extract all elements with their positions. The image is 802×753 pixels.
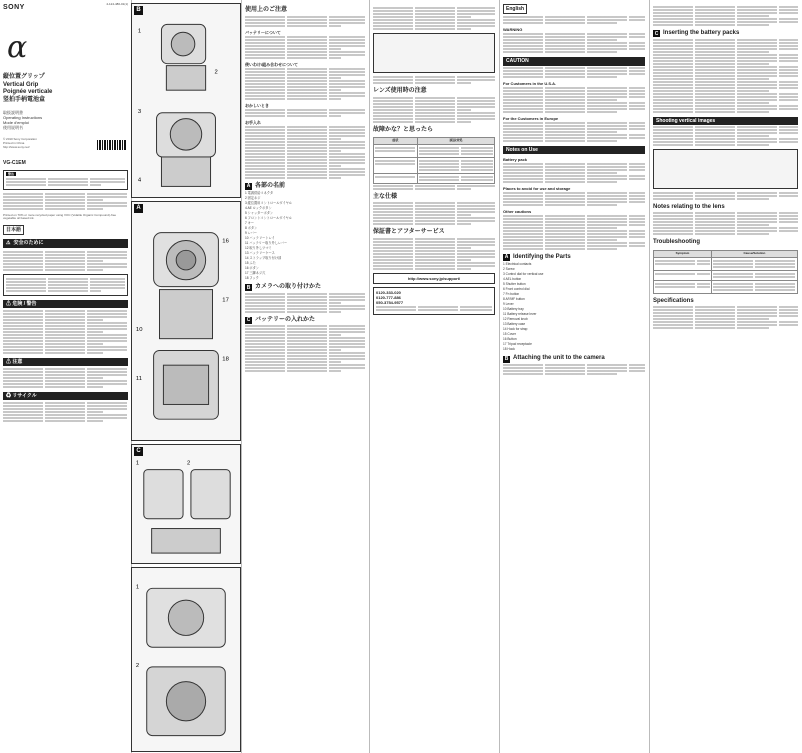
recycle-bar: ♻ リサイクル [3, 392, 128, 400]
parts-list-en [503, 262, 645, 351]
lens-notes-heading: Notes relating to the lens [653, 203, 725, 210]
trouble-heading-en: Troubleshooting [653, 239, 700, 246]
section-letter-b: B [246, 284, 251, 291]
section-letter-a: A [246, 183, 251, 190]
title-cn: 竖拍手柄電池盒 [3, 96, 46, 103]
table-row [374, 157, 495, 173]
lcd-illustration [373, 33, 495, 73]
cover-column [0, 0, 131, 753]
warning-box [3, 170, 128, 190]
list-item: 14 Hook for strap [503, 327, 528, 332]
ops-cn: 使用说明书 [3, 125, 23, 131]
list-item: 4 AE ロックボタン [245, 206, 272, 210]
figure-c [131, 444, 241, 564]
contact-box [373, 287, 495, 315]
europe-heading: For the Customers in Europe [503, 115, 559, 121]
list-item: 6 フロントコントロールダイヤル [245, 216, 292, 220]
table-header: 原因/対処 [417, 138, 494, 145]
list-item: 3 縦位置用コントロールダイヤル [245, 201, 292, 205]
safety-icon-table [3, 274, 128, 296]
section-letter-c: C [654, 30, 659, 37]
list-item: 10 バッテリートレイ [245, 236, 275, 240]
phone-number: 0120-777-886 [376, 294, 401, 300]
alpha-logo: α [7, 29, 28, 65]
table-row [654, 257, 798, 270]
list-item: 13 Battery case [503, 322, 526, 327]
list-item: 17 Tripod receptacle [503, 342, 532, 347]
english-column [499, 0, 649, 753]
svg-text:2: 2 [186, 460, 191, 467]
list-item: 5 シャッターボタン [245, 211, 274, 215]
table-header: Cause/Solution [711, 250, 797, 257]
list-item: 7 キー [245, 221, 255, 225]
svg-text:1: 1 [137, 28, 142, 35]
insert-heading: C Inserting the battery packs [654, 30, 740, 37]
figure-d-drawing [132, 568, 240, 751]
svg-text:18: 18 [222, 356, 229, 363]
list-item: 2 固定ネジ [245, 196, 261, 200]
japanese-label: 日本語 [3, 225, 24, 235]
warning-triangle-icon: ⚠ [6, 240, 11, 247]
ops-jp: 取扱説明書 [3, 110, 23, 116]
english-column-2 [649, 0, 802, 753]
jp-usage-column [241, 0, 369, 753]
care-heading: お手入れ [245, 119, 261, 125]
section-letter-c: C [246, 317, 251, 324]
list-item: 9 レバー [245, 231, 257, 235]
phone-number: 050-3754-9577 [376, 299, 404, 305]
english-label: English [503, 4, 527, 14]
parts-heading: A 各部の名前 [246, 182, 286, 190]
attach-heading-en: B Attaching the unit to the camera [504, 355, 605, 362]
warning-label: 警告 [8, 171, 15, 176]
list-item: 10 Battery tray [503, 307, 524, 312]
title-fr: Poignée verticale [3, 89, 53, 96]
parts-list-jp [245, 191, 365, 280]
section-letter-a: A [504, 254, 509, 261]
section-letter-b: B [504, 355, 509, 362]
other-heading: Other cautions [503, 208, 532, 214]
places-heading: Places to avoid for use and storage [503, 185, 571, 191]
figure-label-c: C [134, 447, 143, 456]
usage-heading: 使用上のご注意 [245, 7, 288, 13]
caution-heading: ⚠ 危険 / 警告 [3, 300, 128, 308]
figure-b [131, 3, 241, 198]
phone-number: 0120-333-020 [376, 289, 401, 295]
svg-text:10: 10 [135, 326, 143, 333]
lcd-illustration-en [653, 149, 798, 189]
table-row [374, 173, 495, 183]
figure-label-b: B [134, 6, 143, 15]
notes-heading-en: Notes on Use [503, 146, 645, 154]
jp-spec-column [369, 0, 499, 753]
table-row [654, 270, 798, 280]
list-item: 1 電源供給コネクタ [245, 191, 274, 195]
list-item: 8 AF/MF button [503, 297, 525, 302]
list-item: 12 取り外しツマミ [245, 246, 272, 250]
list-item: 1 Electrical contacts [503, 262, 532, 267]
spec-heading-en: Specifications [653, 297, 694, 304]
svg-text:3: 3 [137, 108, 142, 115]
lens-heading: レンズ使用時の注意 [373, 88, 427, 94]
safety-heading: ⚠ 安全のために [3, 239, 128, 247]
document-code: 4-124-480-01(1) [106, 2, 128, 6]
battery-heading-en: Battery pack [503, 156, 528, 162]
list-item: 6 Front control dial [503, 287, 530, 292]
svg-text:4: 4 [137, 177, 142, 184]
table-header: 症状 [374, 138, 418, 145]
attach-heading: B カメラへの取り付けかた [246, 284, 322, 291]
svg-text:17: 17 [222, 297, 229, 304]
identify-heading: A Identifying the Parts [504, 253, 571, 261]
table-header: Symptom [654, 250, 712, 257]
list-item: 12 Removal knob [503, 317, 528, 322]
model-number: VG-C1EM [3, 159, 26, 166]
list-item: 17 三脚ネジ穴 [245, 271, 266, 275]
figure-a-drawing [132, 202, 240, 440]
list-item: 5 Shutter button [503, 282, 526, 287]
list-item: 13 バッテリーケース [245, 251, 275, 255]
svg-text:11: 11 [135, 375, 143, 382]
warranty-heading: 保証書とアフターサービス [373, 229, 445, 236]
us-heading: For Customers in the U.S.A. [503, 80, 557, 86]
list-item: 15 ふた [245, 261, 256, 265]
svg-text:2: 2 [214, 69, 218, 76]
figure-label-a: A [134, 204, 143, 213]
list-item: 16 ボタン [245, 266, 259, 270]
sony-logo: SONY [3, 4, 25, 11]
caution-bar: ⚠ 注意 [3, 358, 128, 366]
support-url[interactable]: http://www.sony.jp/support/ [373, 273, 495, 284]
figures-column [131, 0, 241, 753]
list-item: 18 フック [245, 276, 259, 280]
list-item: 7 Fn button [503, 292, 520, 297]
list-item: 4 AEL button [503, 277, 522, 282]
list-item: 9 Lever [503, 302, 514, 307]
barcode [97, 140, 127, 150]
sony-url: http://www.sony.net/ [3, 144, 30, 149]
ops-fr: Mode d'emploi [3, 120, 29, 126]
printed-in: Printed in China [3, 141, 25, 145]
list-item: 2 Screw [503, 267, 515, 272]
svg-text:1: 1 [135, 584, 140, 591]
recycle-note: Printed on 70% or more recycled paper using VOC (Volatile Organic Compound)-free vegetable oil based ink. [3, 212, 117, 221]
list-item: 16 Button [503, 337, 517, 342]
warning-heading: WARNING [503, 27, 523, 33]
list-item: 18 Hook [503, 347, 515, 352]
list-item: 15 Cover [503, 332, 516, 337]
figure-c-drawing [132, 445, 240, 563]
figure-b-drawing [132, 4, 240, 197]
figure-camera-grip [131, 201, 241, 441]
list-item: 11 Battery release lever [503, 312, 537, 317]
battery-heading: バッテリーについて [245, 29, 281, 35]
trouble-heading: おかしいとき [245, 102, 269, 108]
list-item: 11 バッテリー取り外しレバー [245, 241, 288, 245]
svg-text:2: 2 [135, 662, 140, 669]
vertical-heading: Shooting vertical images [653, 117, 798, 125]
combination-heading: 使いわけ/組み合わせについて [245, 61, 299, 67]
svg-text:16: 16 [222, 238, 229, 245]
list-item: 3 Control dial for vertical use [503, 272, 544, 277]
spec-heading-jp: 主な仕様 [373, 193, 398, 200]
title-en: Vertical Grip [3, 81, 39, 88]
table-row [374, 144, 495, 157]
battery-insert-heading: C バッテリーの入れかた [246, 316, 316, 324]
ops-en: Operating Instructions [3, 115, 43, 121]
list-item: 14 ストラップ取り付け部 [245, 256, 282, 260]
title-jp: 縦位置グリップ [3, 74, 45, 81]
figure-d [131, 567, 241, 752]
table-row [654, 280, 798, 293]
copyright: © 2010 Sony Corporation [3, 137, 37, 142]
trouble-table-jp [373, 137, 495, 184]
caution-heading-en: CAUTION [503, 57, 645, 65]
svg-text:1: 1 [135, 460, 140, 467]
trouble-heading-jp: 故障かな？と思ったら [373, 126, 434, 133]
list-item: 8 ボタン [245, 226, 258, 230]
trouble-table-en [653, 250, 798, 294]
